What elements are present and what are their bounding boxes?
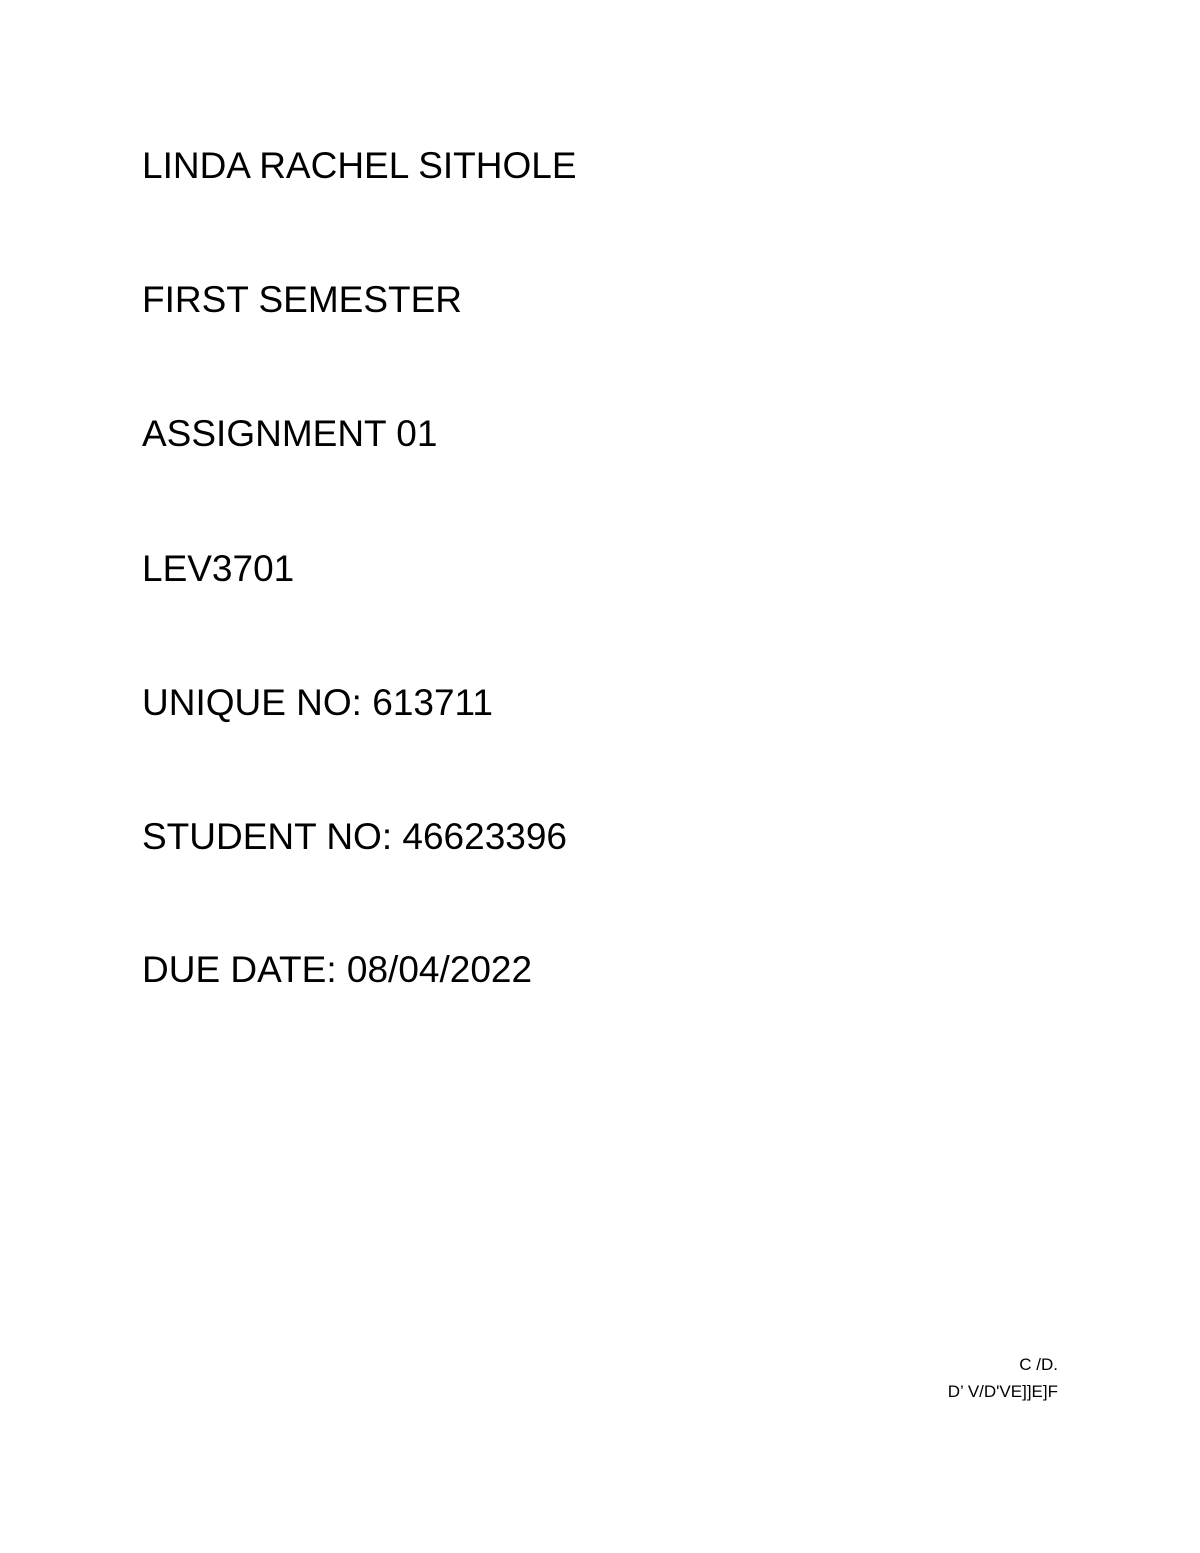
footer-line-1: C /D. [1019,1355,1058,1374]
due-date: DUE DATE: 08/04/2022 [142,949,533,990]
footer-line-2: D’ V/D'VE]]E]F [947,1382,1058,1401]
semester: FIRST SEMESTER [142,279,463,320]
module-code: LEV3701 [142,548,295,589]
student-number: STUDENT NO: 46623396 [142,816,568,857]
assignment-number: ASSIGNMENT 01 [142,413,438,454]
unique-number: UNIQUE NO: 613711 [142,682,493,723]
student-name: LINDA RACHEL SITHOLE [142,145,577,186]
